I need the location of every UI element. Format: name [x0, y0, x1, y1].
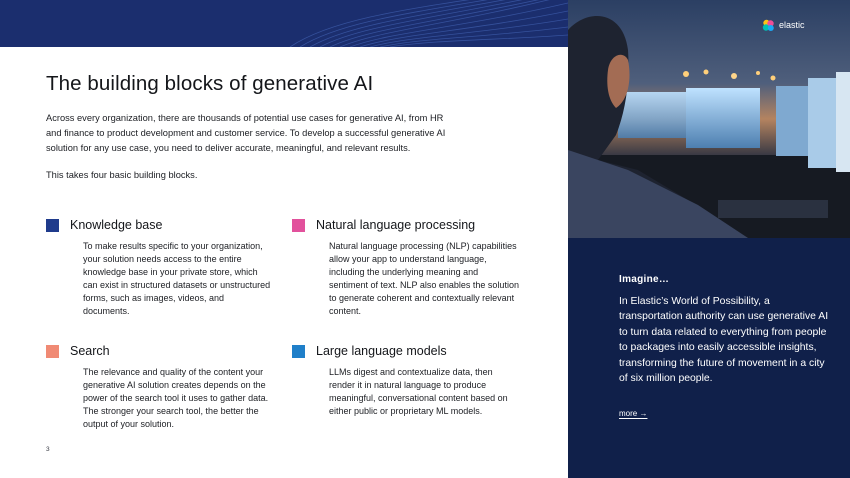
control-room-photo	[568, 0, 850, 238]
block-text: To make results specific to your organization, your solution needs access to the entire knowledge base in your private store, which can exist in structured datasets or unstructured forms, such as images, videos, and documents.	[83, 241, 271, 316]
block-text: LLMs digest and contextualize data, then render it in natural language to produce meaningful, conversational content based on either public or proprietary ML models.	[329, 367, 508, 416]
block-heading: Knowledge base	[70, 218, 163, 232]
sidebar-heading: Imagine…	[619, 274, 670, 285]
intro-paragraph: Across every organization, there are thousands of potential use cases for generative AI, from HR and finance to product development and customer service. To develop a successful generative AI solution for any use case, you need to deliver accurate, meaningful, and relevant results.	[46, 113, 446, 153]
intro-note: This takes four basic building blocks.	[46, 170, 198, 180]
nlp-square-icon	[292, 219, 305, 232]
wave-pattern	[0, 0, 568, 47]
page-title: The building blocks of generative AI	[46, 72, 374, 95]
decorative-header-band	[0, 0, 568, 47]
more-link[interactable]: more →	[619, 409, 648, 418]
elastic-logo-icon	[762, 19, 775, 32]
page-number: 3	[46, 446, 50, 453]
block-heading: Natural language processing	[316, 218, 476, 232]
logo-text: elastic	[779, 20, 805, 30]
sidebar-text: In Elastic’s World of Possibility, a transportation authority can use generative AI to turn data related to everything from people to packages into easily accessible insights, transforming the future of movement in a city of six million people.	[619, 296, 829, 385]
knowledge-base-square-icon	[46, 219, 59, 232]
search-square-icon	[46, 345, 59, 358]
llm-square-icon	[292, 345, 305, 358]
block-text: Natural language processing (NLP) capabilities allow your app to understand language, including the underlying meaning and sentiment of text. NLP also enables the solution to generate coherent and contextually relevant content.	[329, 241, 519, 316]
block-heading: Search	[70, 344, 110, 358]
block-text: The relevance and quality of the content your generative AI solution creates depends on the power of the search tool it uses to gather data. The stronger your search tool, the better the output of your solution.	[83, 367, 269, 429]
sidebar-panel	[568, 0, 850, 478]
block-heading: Large language models	[316, 344, 447, 358]
elastic-logo	[762, 18, 805, 32]
